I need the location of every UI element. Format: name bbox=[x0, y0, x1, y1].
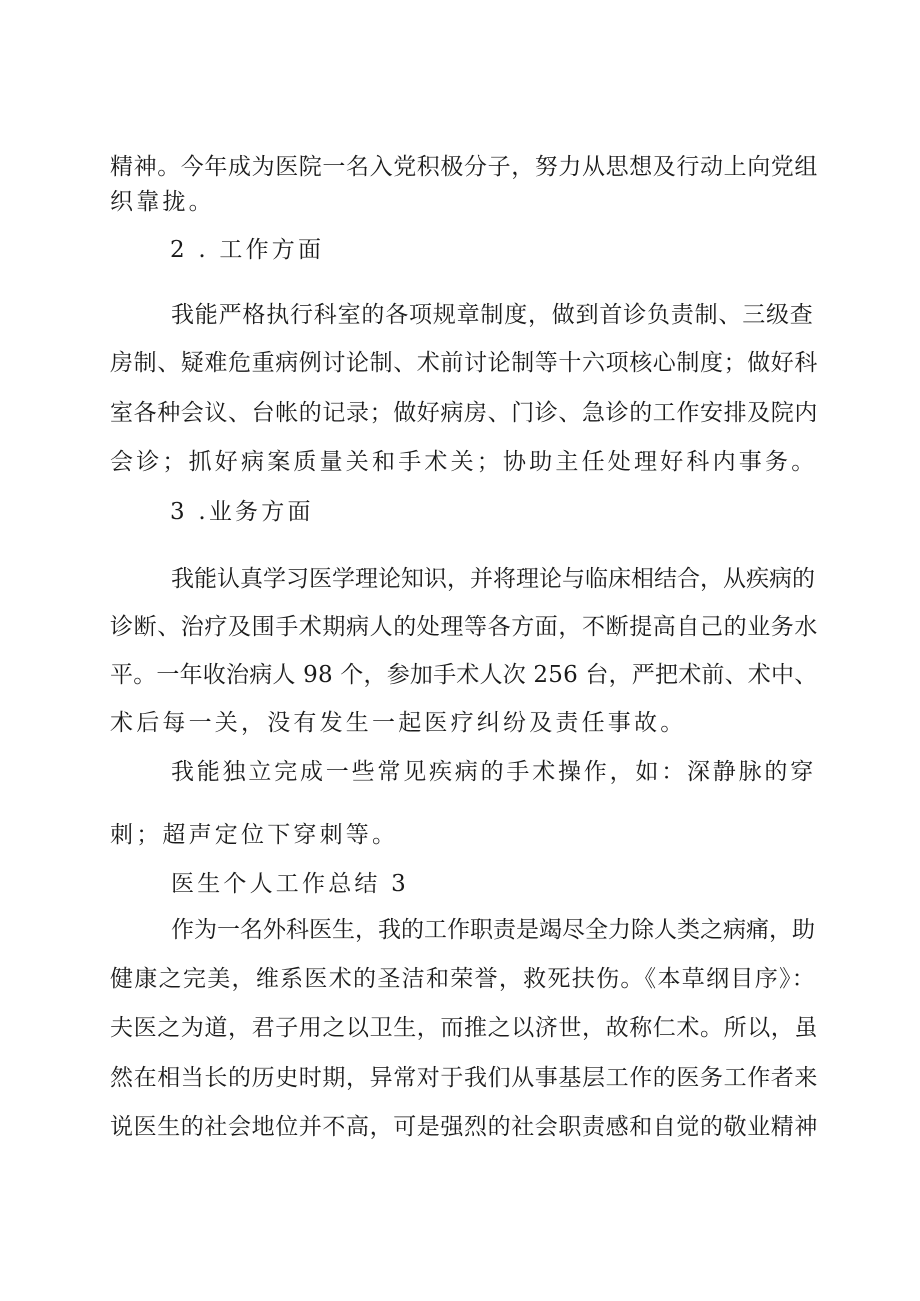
paragraph-line: 然在相当长的历史时期，异常对于我们从事基层工作的医务工作者来 bbox=[110, 1065, 818, 1091]
paragraph-line: 说医生的社会地位并不高，可是强烈的社会职责感和自觉的敬业精神 bbox=[110, 1114, 818, 1140]
paragraph-line: 术后每一关，没有发生一起医疗纠纷及责任事故。 bbox=[110, 710, 687, 736]
section-heading-work: 2 . 工作方面 bbox=[170, 237, 325, 263]
paragraph-line: 室各种会议、台帐的记录；做好病房、门诊、急诊的工作安排及院内 bbox=[110, 400, 818, 426]
paragraph-line: 诊断、治疗及围手术期病人的处理等各方面，不断提高自己的业务水 bbox=[110, 614, 818, 640]
paragraph-line: 我能严格执行科室的各项规章制度，做到首诊负责制、三级查 bbox=[171, 302, 814, 328]
paragraph-line: 织靠拢。 bbox=[110, 189, 215, 215]
paragraph-line: 会诊；抓好病案质量关和手术关；协助主任处理好科内事务。 bbox=[110, 449, 818, 475]
section-title: 医生个人工作总结 3 bbox=[171, 871, 409, 897]
paragraph-line: 平。一年收治病人 98 个，参加手术人次 256 台，严把术前、术中、 bbox=[110, 662, 818, 688]
paragraph-line: 健康之完美，维系医术的圣洁和荣誉，救死扶伤。《本草纲目序》： bbox=[110, 966, 816, 992]
section-heading-business: 3 .业务方面 bbox=[170, 499, 314, 525]
paragraph-line: 精神。今年成为医院一名入党积极分子，努力从思想及行动上向党组 bbox=[110, 154, 818, 180]
paragraph-line: 房制、疑难危重病例讨论制、术前讨论制等十六项核心制度；做好科 bbox=[110, 350, 818, 376]
paragraph-line: 我能独立完成一些常见疾病的手术操作，如：深静脉的穿 bbox=[171, 759, 816, 785]
paragraph-line: 夫医之为道，君子用之以卫生，而推之以济世，故称仁术。所以，虽 bbox=[110, 1015, 818, 1041]
paragraph-line: 我能认真学习医学理论知识，并将理论与临床相结合，从疾病的 bbox=[171, 566, 815, 592]
paragraph-line: 刺；超声定位下穿刺等。 bbox=[110, 822, 399, 848]
paragraph-line: 作为一名外科医生，我的工作职责是竭尽全力除人类之病痛，助 bbox=[171, 917, 815, 943]
